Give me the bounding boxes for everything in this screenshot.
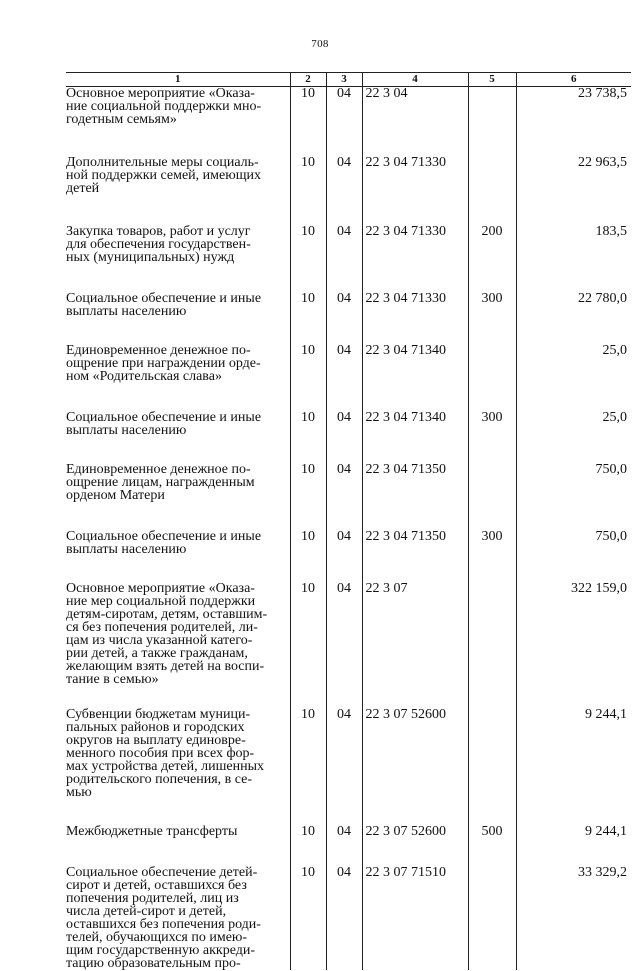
amount-cell: 750,0 [516,463,631,530]
amount-cell: 25,0 [516,411,631,463]
column-header-1: 1 [66,73,290,87]
subsection-cell: 04 [326,344,362,411]
amount-cell: 9 244,1 [516,708,631,825]
expense-type-cell [468,866,516,970]
expense-type-cell: 300 [468,292,516,344]
section-cell: 10 [290,866,326,970]
subsection-cell: 04 [326,225,362,292]
subsection-cell: 04 [326,156,362,225]
section-cell: 10 [290,344,326,411]
table-row [66,225,631,292]
amount-cell: 23 738,5 [516,87,631,157]
subsection-cell: 04 [326,411,362,463]
target-article-cell: 22 3 07 [362,582,468,708]
target-article-cell: 22 3 04 [362,87,468,157]
expense-type-cell: 300 [468,411,516,463]
amount-cell: 9 244,1 [516,825,631,866]
expense-type-cell [468,708,516,825]
table-row [66,708,631,825]
target-article-cell: 22 3 07 71510 [362,866,468,970]
table-row [66,411,631,463]
section-cell: 10 [290,411,326,463]
target-article-cell: 22 3 04 71330 [362,225,468,292]
table-header-row [66,73,631,87]
row-name-cell: Социальное обеспечение и иные выплаты населению [66,410,262,438]
row-name-cell: Основное мероприятие «Оказа- ние мер социальной поддержки детям-сиротам, детям, оставшим- ся без попечения родителей, ли- цам из числа указанной катего- рии детей, а также гражданам, желающим взять детей на воспи- тание в семью» [66,581,268,687]
row-name-cell: Социальное обеспечение детей- сирот и детей, оставшихся без попечения родителей, лиц из числа детей-сирот и детей, оставшихся без попечения роди- телей, обучающихся по имею- щим государственную аккреди- тацию образовательным про- [66,865,261,971]
target-article-cell: 22 3 07 52600 [362,708,468,825]
table-body [66,87,631,971]
section-cell: 10 [290,292,326,344]
row-name-cell: Социальное обеспечение и иные выплаты населению [66,291,262,319]
table-row [66,344,631,411]
row-name-cell: Закупка товаров, работ и услуг для обеспечения государствен- ных (муниципальных) нужд [66,224,251,265]
row-name-cell: Социальное обеспечение и иные выплаты населению [66,529,262,557]
page-number: 708 [311,38,329,50]
target-article-cell: 22 3 04 71330 [362,156,468,225]
expense-type-cell [468,463,516,530]
column-header-2: 2 [290,73,326,87]
expense-type-cell [468,582,516,708]
column-header-6: 6 [516,73,631,87]
column-header-3: 3 [326,73,362,87]
section-cell: 10 [290,530,326,582]
row-name-cell: Единовременное денежное по- ощрение лицам, награжденным орденом Матери [66,462,255,503]
section-cell: 10 [290,156,326,225]
table-row [66,87,631,157]
target-article-cell: 22 3 04 71350 [362,463,468,530]
expense-type-cell [468,87,516,157]
row-name-cell: Основное мероприятие «Оказа- ние социальной поддержки мно- годетным семьям» [66,86,262,127]
target-article-cell: 22 3 07 52600 [362,825,468,866]
target-article-cell: 22 3 04 71330 [362,292,468,344]
table-row [66,866,631,970]
expense-type-cell: 500 [468,825,516,866]
section-cell: 10 [290,87,326,157]
amount-cell: 183,5 [516,225,631,292]
column-header-4: 4 [362,73,468,87]
amount-cell: 25,0 [516,344,631,411]
subsection-cell: 04 [326,87,362,157]
subsection-cell: 04 [326,582,362,708]
row-name-cell: Единовременное денежное по- ощрение при награждении орде- ном «Родительская слава» [66,343,261,384]
expense-type-cell [468,344,516,411]
section-cell: 10 [290,225,326,292]
subsection-cell: 04 [326,292,362,344]
subsection-cell: 04 [326,530,362,582]
expense-type-cell [468,156,516,225]
section-cell: 10 [290,825,326,866]
subsection-cell: 04 [326,463,362,530]
table-row [66,530,631,582]
table-row [66,292,631,344]
budget-table [66,72,631,970]
section-cell: 10 [290,463,326,530]
column-header-5: 5 [468,73,516,87]
row-name-cell: Межбюджетные трансферты [66,824,238,839]
target-article-cell: 22 3 04 71340 [362,411,468,463]
subsection-cell: 04 [326,708,362,825]
table-row [66,582,631,708]
table-row [66,825,631,866]
amount-cell: 22 963,5 [516,156,631,225]
section-cell: 10 [290,582,326,708]
table-row [66,156,631,225]
amount-cell: 322 159,0 [516,582,631,708]
section-cell: 10 [290,708,326,825]
target-article-cell: 22 3 04 71340 [362,344,468,411]
subsection-cell: 04 [326,825,362,866]
amount-cell: 33 329,2 [516,866,631,970]
expense-type-cell: 200 [468,225,516,292]
table-row [66,463,631,530]
target-article-cell: 22 3 04 71350 [362,530,468,582]
amount-cell: 22 780,0 [516,292,631,344]
row-name-cell: Дополнительные меры социаль- ной поддержки семей, имеющих детей [66,155,261,196]
amount-cell: 750,0 [516,530,631,582]
subsection-cell: 04 [326,866,362,970]
expense-type-cell: 300 [468,530,516,582]
row-name-cell: Субвенции бюджетам муници- пальных районов и городских округов на выплату единовре- менного пособия при всех фор- мах устройства детей, лишенных родительского попечения, в се- мью [66,707,264,800]
